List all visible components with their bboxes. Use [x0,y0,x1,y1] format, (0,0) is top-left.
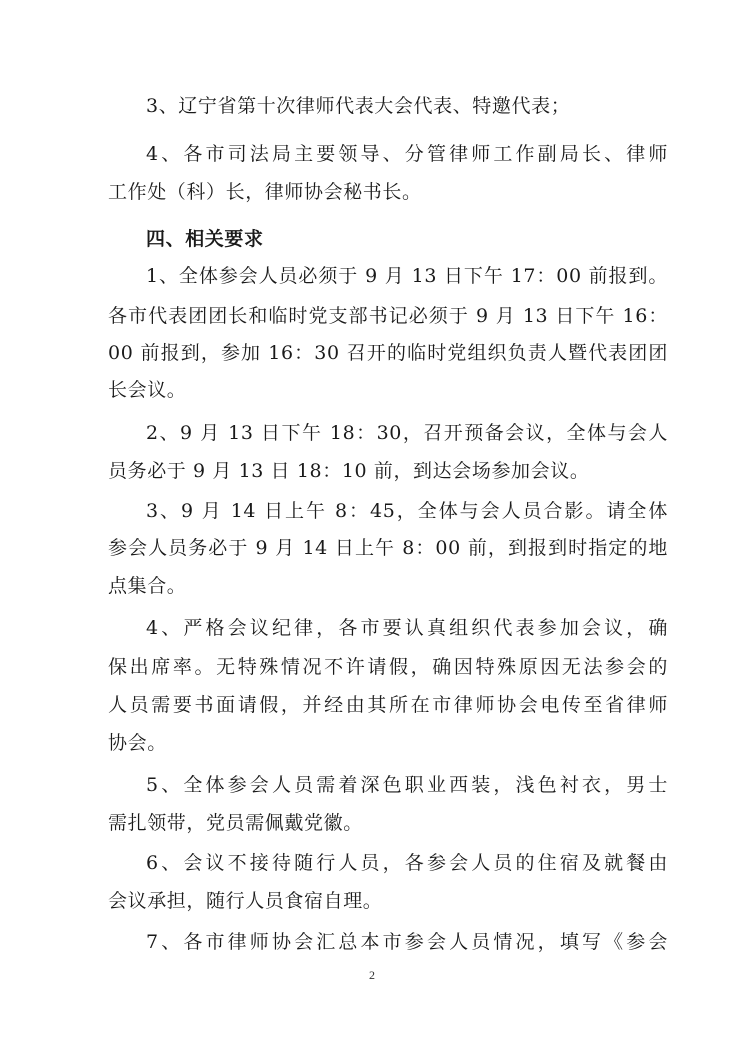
text-line: 1、全体参会人员必须于 9 月 13 日下午 17：00 前报到。 [146,265,668,287]
text-line: 2、9 月 13 日下午 18：30，召开预备会议，全体与会人 [146,422,668,444]
text-line: 5、全体参会人员需着深色职业西装，浅色衬衣，男士 [146,774,668,796]
text-line: 人员需要书面请假，并经由其所在市律师协会电传至省律师 [108,694,668,716]
text-line: 员务必于 9 月 13 日 18：10 前，到达会场参加会议。 [108,460,590,482]
text-line: 参会人员务必于 9 月 14 日上午 8：00 前，到报到时指定的地 [108,537,668,559]
text-line: 4、严格会议纪律，各市要认真组织代表参加会议，确 [146,617,668,639]
text-line: 长会议。 [108,379,187,401]
text-line: 会议承担，随行人员食宿自理。 [108,890,383,912]
text-line: 6、会议不接待随行人员，各参会人员的住宿及就餐由 [146,852,668,874]
text-line: 点集合。 [108,575,187,597]
text-line: 保出席率。无特殊情况不许请假，确因特殊原因无法参会的 [108,656,668,678]
page-number: 2 [369,968,375,982]
text-line: 3、辽宁省第十次律师代表大会代表、特邀代表； [146,95,571,117]
section-heading: 四、相关要求 [146,228,264,250]
text-line: 协会。 [108,732,167,754]
text-line: 7、各市律师协会汇总本市参会人员情况，填写《参会 [146,931,668,953]
text-line: 工作处（科）长，律师协会秘书长。 [108,181,422,203]
text-line: 3、9 月 14 日上午 8：45，全体与会人员合影。请全体 [146,500,668,522]
text-line: 需扎领带，党员需佩戴党徽。 [108,812,363,834]
text-line: 00 前报到，参加 16：30 召开的临时党组织负责人暨代表团团 [108,342,668,364]
text-line: 各市代表团团长和临时党支部书记必须于 9 月 13 日下午 16： [108,305,668,327]
text-line: 4、各市司法局主要领导、分管律师工作副局长、律师 [146,143,668,165]
